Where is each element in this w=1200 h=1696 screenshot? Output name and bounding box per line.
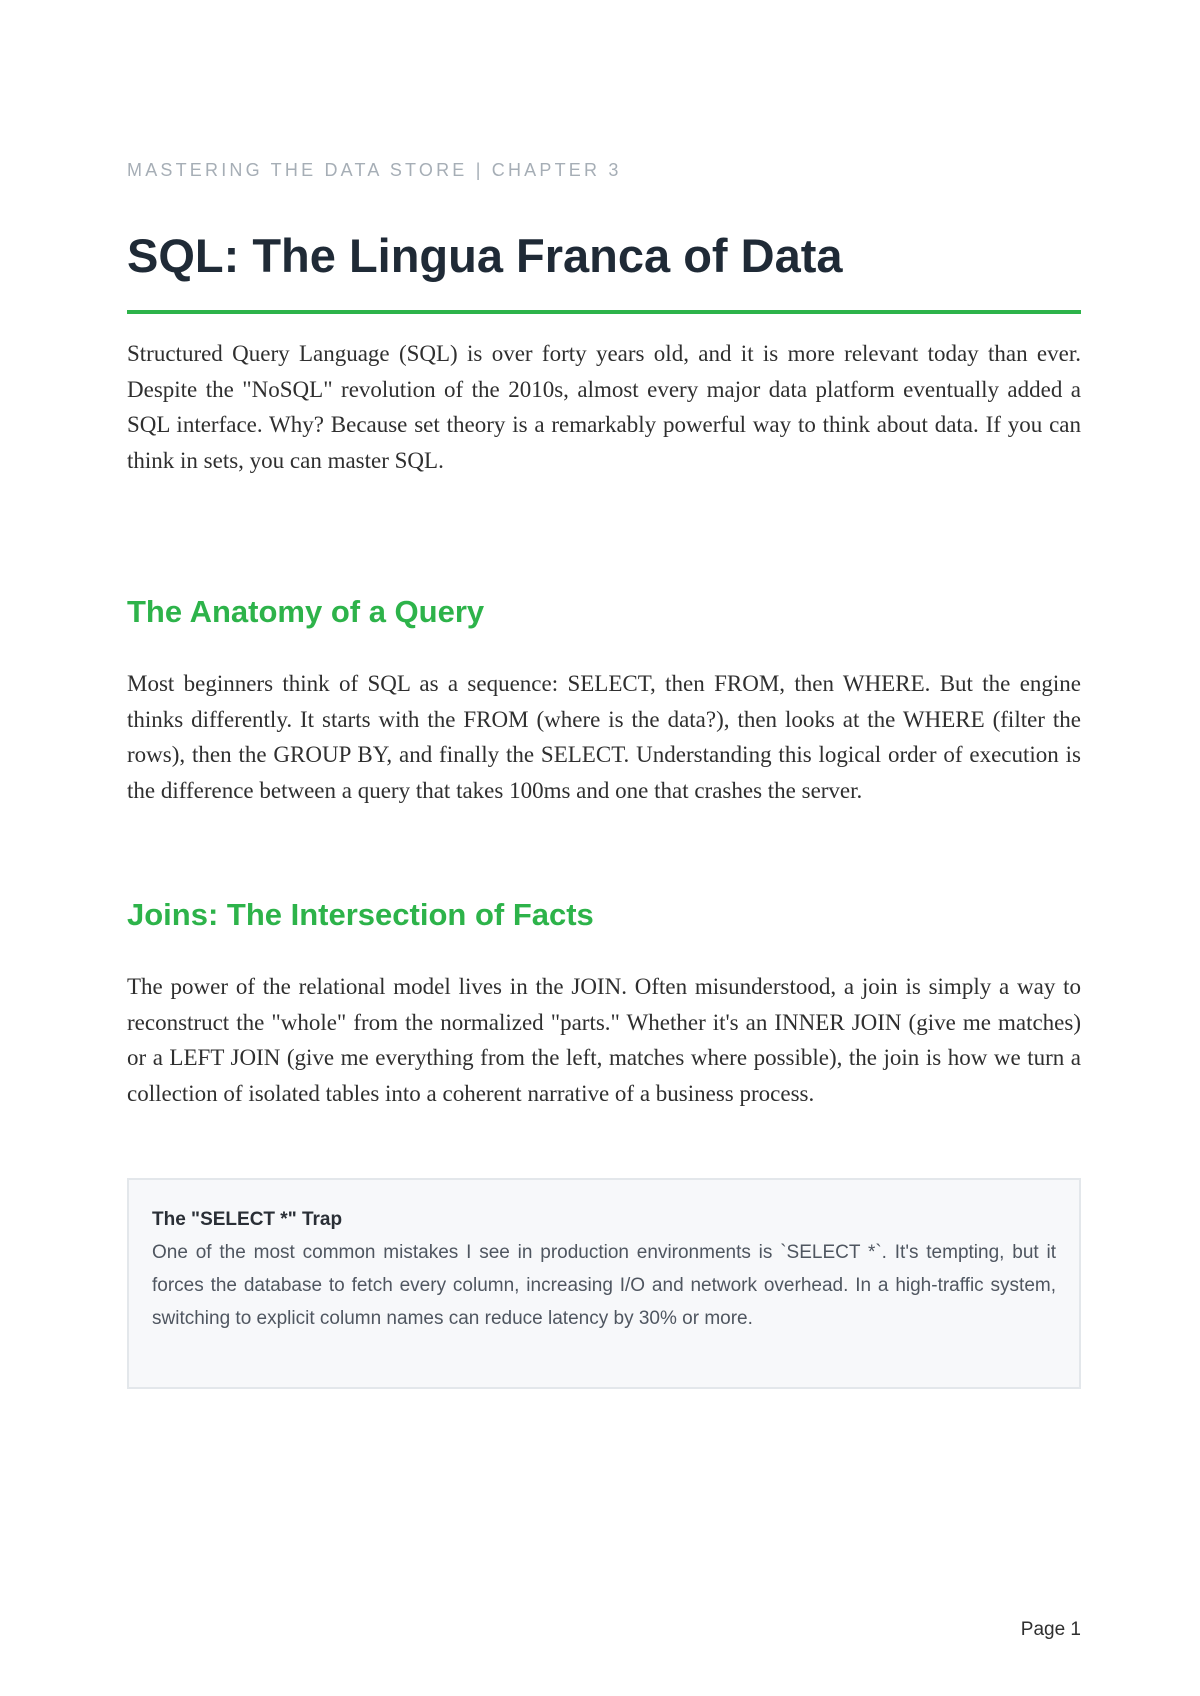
chapter-title: SQL: The Lingua Franca of Data bbox=[127, 229, 843, 282]
section-heading-anatomy: The Anatomy of a Query bbox=[127, 594, 485, 629]
document-page bbox=[127, 0, 1081, 1696]
page-number: Page 1 bbox=[1020, 1619, 1081, 1640]
callout-box bbox=[127, 1178, 1081, 1389]
title-divider bbox=[127, 310, 1081, 314]
running-head: MASTERING THE DATA STORE | CHAPTER 3 bbox=[127, 160, 622, 180]
section-body-anatomy: Most beginners think of SQL as a sequence: SELECT, then FROM, then WHERE. But the engine thinks differently. It starts with the FROM (where is the data?), then looks at the WHERE (filter the rows), then the GROUP BY, and finally the SELECT. Understanding this logical order of execution is the difference between a query that takes 100ms and one that crashes the server. bbox=[127, 671, 1081, 803]
section-heading-joins: Joins: The Intersection of Facts bbox=[127, 897, 594, 932]
section-body-joins: The power of the relational model lives in the JOIN. Often misunderstood, a join is simply a way to reconstruct the "whole" from the normalized "parts." Whether it's an INNER JOIN (give me matches) or a LEFT JOIN (give me everything from the left, matches where possible), the join is how we turn a collection of isolated tables into a coherent narrative of a business process. bbox=[127, 974, 1081, 1106]
intro-paragraph: Structured Query Language (SQL) is over forty years old, and it is more relevant today than ever. Despite the "NoSQL" revolution of the 2010s, almost every major data platform eventually added a SQL interface. Why? Because set theory is a remarkably powerful way to think about data. If you can think in sets, you can master SQL. bbox=[127, 341, 1081, 473]
callout-title: The "SELECT *" Trap bbox=[152, 1209, 343, 1230]
callout-body: One of the most common mistakes I see in production environments is `SELECT *`. It's tempting, but it forces the database to fetch every column, increasing I/O and network overhead. In a high-traffic system, switching to explicit column names can reduce latency by 30% or more. bbox=[152, 1242, 1056, 1329]
